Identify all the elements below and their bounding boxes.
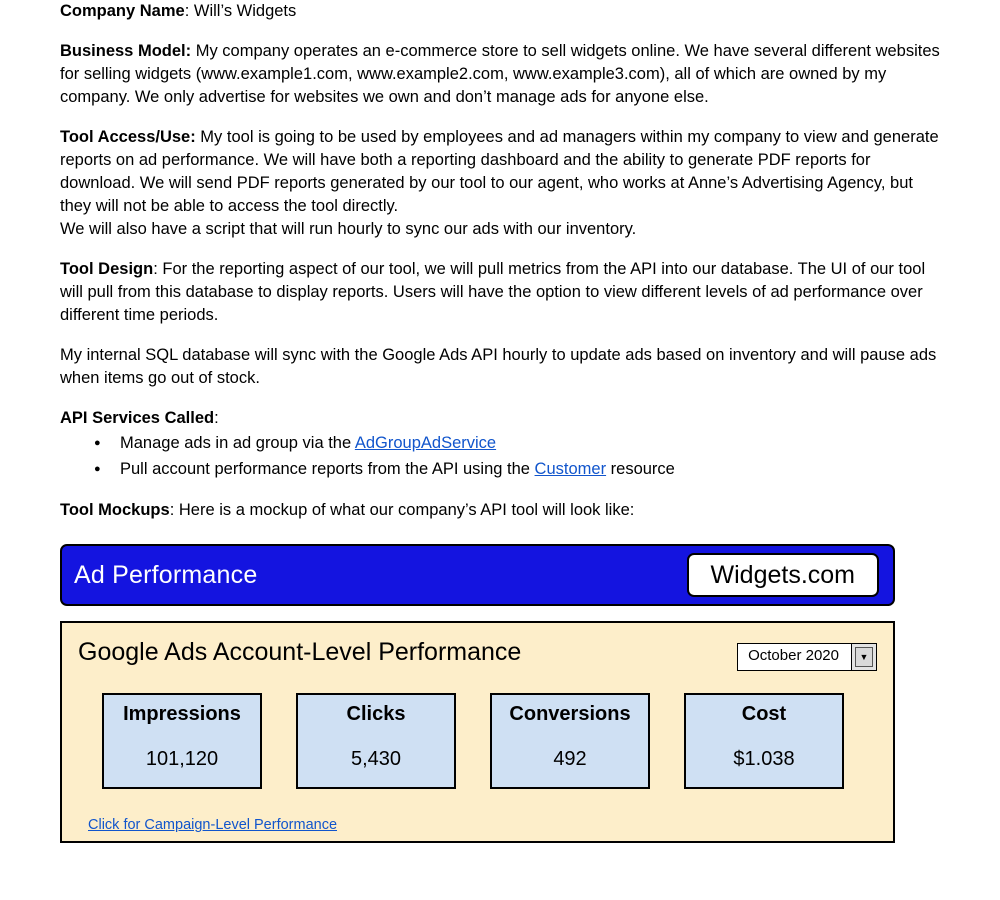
tool-mockup <box>60 544 895 843</box>
api-services-label: API Services Called <box>60 409 215 427</box>
metric-card-value: 101,120 <box>145 748 219 770</box>
list-item <box>60 456 940 482</box>
metric-cards <box>78 693 877 789</box>
sql-sync-paragraph: My internal SQL database will sync with the Google Ads API hourly to update ads based on inventory and will pause ads when items go out of stock. <box>60 346 937 387</box>
metric-card-title: Conversions <box>509 703 631 725</box>
tool-design-paragraph <box>60 258 940 327</box>
adgroupadservice-link[interactable]: AdGroupAdService <box>354 434 497 452</box>
business-model-label: Business Model: <box>60 42 192 60</box>
metric-card-impressions[interactable] <box>102 693 262 789</box>
account-performance-panel <box>60 621 895 843</box>
list-item-text-post: resource <box>606 460 675 478</box>
metric-card-clicks[interactable] <box>296 693 456 789</box>
mockup-app-title: Ad Performance <box>74 560 258 589</box>
company-name-label: Company Name <box>60 2 185 20</box>
tool-mockups-paragraph <box>60 499 940 522</box>
metric-card-title: Impressions <box>123 703 241 725</box>
tool-access-label: Tool Access/Use: <box>60 128 196 146</box>
metric-card-value: $1.038 <box>733 748 795 770</box>
api-services-list <box>60 430 940 482</box>
panel-title: Google Ads Account-Level Performance <box>78 638 522 666</box>
period-select-value: October 2020 <box>748 647 839 664</box>
tool-design-label: Tool Design <box>60 260 154 278</box>
tool-access-text: My tool is going to be used by employees and ad managers within my company to view and generate reports on ad performance. We will have both a reporting dashboard and the ability to generate PDF reports for download. We will send PDF reports generated by our tool to our agent, who works at Anne’s Advertising Agency, but they will not be able to access the tool directly. <box>60 128 939 215</box>
mockup-header-bar <box>60 544 895 606</box>
metric-card-value: 5,430 <box>350 748 402 770</box>
panel-header <box>78 637 877 671</box>
metric-card-cost[interactable] <box>684 693 844 789</box>
tool-mockups-text: : Here is a mockup of what our company’s API tool will look like: <box>169 501 635 519</box>
list-item-text-pre: Pull account performance reports from the API using the <box>120 460 535 478</box>
metric-card-value: 492 <box>553 748 587 770</box>
site-selector-chip[interactable]: Widgets.com <box>687 553 879 597</box>
list-item-text-pre: Manage ads in ad group via the <box>120 434 355 452</box>
customer-link[interactable]: Customer <box>534 460 607 478</box>
list-item <box>60 430 940 456</box>
chevron-down-icon[interactable] <box>851 644 876 670</box>
api-services-separator: : <box>214 409 219 427</box>
tool-access-paragraph-2: We will also have a script that will run hourly to sync our ads with our inventory. <box>60 220 637 238</box>
campaign-level-performance-link[interactable]: Click for Campaign-Level Performance <box>88 817 338 833</box>
business-model-text: My company operates an e-commerce store to sell widgets online. We have several different websites for selling widgets (www.example1.com, www.example2.com, www.example3.com), all of which are owned by my company. We only advertise for websites we own and don’t manage ads for anyone else. <box>60 42 940 106</box>
company-name-line <box>60 0 940 23</box>
metric-card-title: Cost <box>741 703 787 725</box>
tool-mockups-label: Tool Mockups <box>60 501 170 519</box>
metric-card-conversions[interactable] <box>490 693 650 789</box>
period-select[interactable] <box>737 643 877 671</box>
tool-access-paragraph <box>60 126 940 218</box>
company-name-value: Will’s Widgets <box>193 2 297 20</box>
business-model-paragraph <box>60 40 940 109</box>
company-name-separator: : <box>184 2 194 20</box>
metric-card-title: Clicks <box>346 703 406 725</box>
chevron-down-glyph: ▼ <box>855 647 873 667</box>
api-services-heading <box>60 407 940 430</box>
tool-design-text: : For the reporting aspect of our tool, we will pull metrics from the API into our database. The UI of our tool will pull from this database to display reports. Users will have the option to view different levels of ad performance over different time periods. <box>60 260 926 324</box>
